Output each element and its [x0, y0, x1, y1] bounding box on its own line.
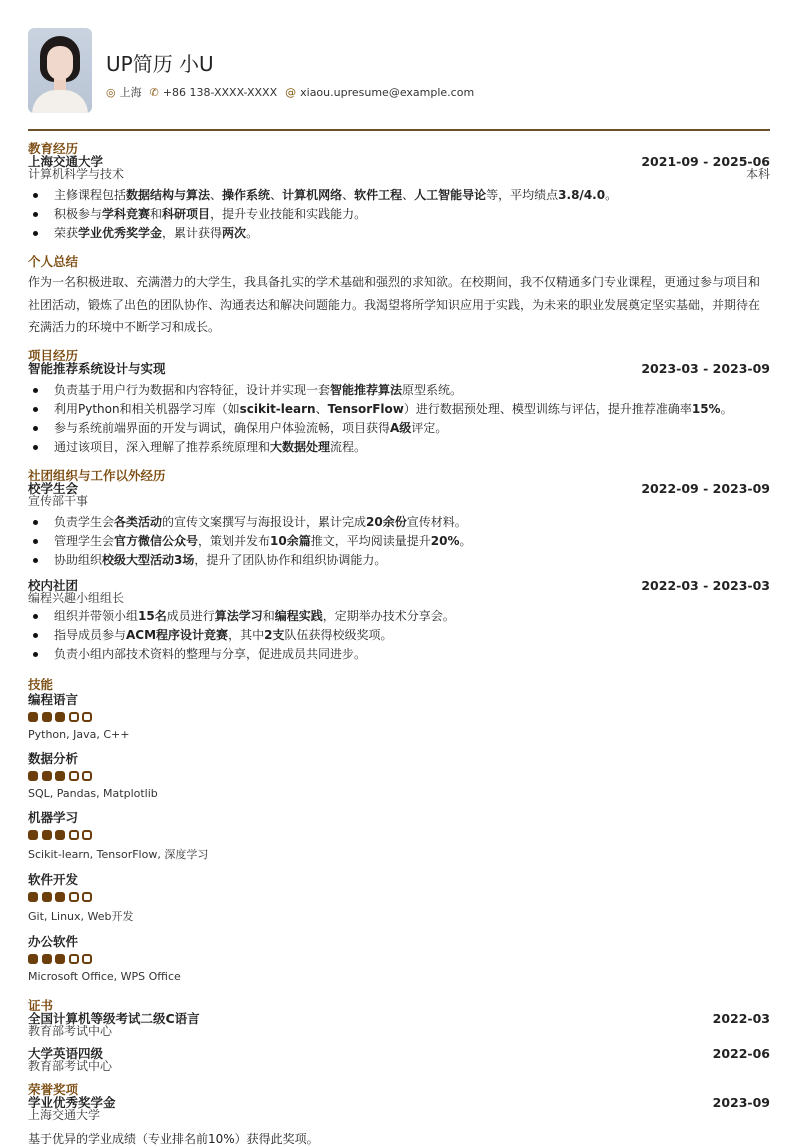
phone: +86 138-XXXX-XXXX	[162, 85, 278, 99]
bullet-text: 通过该项目，深入理解了推荐系统原理和	[54, 439, 271, 454]
highlight-text: 20余份	[366, 514, 407, 529]
bullet-text: 协助组织	[54, 552, 103, 567]
filled-dot-icon	[55, 954, 65, 964]
skill-detail: Microsoft Office, WPS Office	[28, 969, 181, 983]
highlight-text: 15名	[138, 608, 167, 623]
bullet-text: ，定期举办技术分享会。	[322, 608, 455, 623]
activity-item	[28, 579, 770, 664]
bullet-item	[28, 645, 770, 664]
highlight-text: 两次	[222, 226, 247, 240]
bullet-text: 组织并带领小组	[54, 608, 139, 623]
major: 计算机科学与技术	[28, 167, 125, 181]
empty-dot-icon	[69, 954, 79, 964]
bullet-text: 、	[342, 188, 355, 202]
highlight-text: 各类活动	[114, 514, 163, 529]
date: 2022-06	[712, 1045, 770, 1061]
skill-item	[28, 693, 770, 741]
date: 2023-09	[712, 1094, 770, 1110]
highlight-text: 算法学习	[214, 608, 263, 623]
bullet-text: ，提升专业技能和实践能力。	[210, 207, 367, 221]
bullet-item	[28, 438, 770, 457]
bullet-item	[28, 419, 770, 438]
empty-dot-icon	[82, 712, 92, 722]
bullet-list	[28, 607, 770, 664]
bullet-text: 负责小组内部技术资料的整理与分享，促进成员共同进步。	[54, 646, 367, 661]
bullet-list	[28, 513, 770, 570]
activities-section	[28, 469, 770, 664]
filled-dot-icon	[28, 771, 38, 781]
issuer: 教育部考试中心	[28, 1058, 113, 1073]
bullet-item	[28, 532, 770, 551]
section-title: 社团组织与工作以外经历	[28, 467, 166, 483]
highlight-text: 2支	[264, 627, 285, 642]
filled-dot-icon	[42, 771, 52, 781]
skill-item	[28, 873, 770, 924]
bullet-text: 流程。	[330, 439, 367, 454]
highlight-text: 数据结构与算法	[126, 188, 211, 202]
degree: 本科	[745, 167, 770, 181]
bullet-text: 参与系统前端界面的开发与调试，确保用户体验流畅，项目获得	[54, 420, 391, 435]
date: 2022-03	[712, 1010, 770, 1026]
skill-detail: Scikit-learn, TensorFlow, 深度学习	[28, 847, 209, 861]
awards-section	[28, 1083, 770, 1147]
filled-dot-icon	[55, 771, 65, 781]
bullet-text: 的宣传文案撰写与海报设计，累计完成	[162, 514, 367, 529]
skill-detail: Git, Linux, Web开发	[28, 909, 134, 923]
highlight-text: 20%	[430, 533, 460, 548]
skill-item	[28, 935, 770, 983]
skill-level-rating	[28, 954, 770, 964]
bullet-text: 。	[459, 533, 472, 548]
activity-item	[28, 482, 770, 570]
bullet-text: 原型系统。	[402, 382, 463, 397]
summary-text: 作为一名积极进取、充满潜力的大学生，我具备扎实的学术基础和强烈的求知欲。在校期间，我不仅精通多门专业课程，更通过参与项目和社团活动，锻炼了出色的团队协作、沟通表达和解决问题能力。我渴望将所学知识应用于实践，为未来的职业发展奠定坚实基础，并期待在充满活力的环境中不断学习和成长。	[28, 275, 761, 334]
highlight-text: 校级大型活动3场	[102, 552, 195, 567]
bullet-text: 。	[246, 226, 259, 240]
section-title: 个人总结	[28, 254, 79, 269]
empty-dot-icon	[82, 771, 92, 781]
filled-dot-icon	[28, 712, 38, 722]
highlight-text: 大数据处理	[270, 439, 331, 454]
empty-dot-icon	[69, 712, 79, 722]
header-divider	[28, 129, 770, 131]
skill-detail: SQL, Pandas, Matplotlib	[28, 786, 158, 800]
bullet-text: 利用Python和相关机器学习库（如	[54, 401, 240, 416]
filled-dot-icon	[55, 712, 65, 722]
bullet-text: 评定。	[411, 420, 448, 435]
bullet-text: 指导成员参与	[54, 627, 127, 642]
filled-dot-icon	[42, 892, 52, 902]
section-title: 荣誉奖项	[28, 1081, 79, 1097]
highlight-text: TensorFlow	[327, 401, 404, 416]
skill-name: 软件开发	[28, 871, 79, 887]
phone-icon: ✆	[149, 85, 159, 99]
bullet-text: ，策划并发布	[198, 533, 271, 548]
bullet-text: 和	[150, 207, 163, 221]
bullet-item	[28, 607, 770, 626]
empty-dot-icon	[69, 830, 79, 840]
bullet-text: 、	[315, 401, 328, 416]
highlight-text: 软件工程	[354, 188, 403, 202]
bullet-text: ，累计获得	[162, 226, 223, 240]
filled-dot-icon	[42, 830, 52, 840]
summary-section	[28, 255, 770, 339]
highlight-text: 智能推荐算法	[330, 382, 403, 397]
date-range: 2022-09 - 2023-09	[641, 480, 770, 496]
bullet-item	[28, 224, 770, 243]
role: 编程兴趣小组组长	[28, 590, 125, 605]
section-title: 项目经历	[28, 347, 79, 363]
award-description: 基于优异的学业成绩（专业排名前10%）获得此奖项。	[28, 1131, 319, 1146]
highlight-text: 计算机网络	[282, 188, 343, 202]
education-section	[28, 142, 770, 243]
bullet-text: 荣获	[54, 226, 79, 240]
date-range: 2021-09 - 2025-06	[641, 154, 770, 169]
bullet-text: 管理学生会	[54, 533, 115, 548]
school-name: 上海交通大学	[28, 154, 104, 169]
candidate-name: UP简历 小U	[106, 52, 214, 76]
bullet-text: 和	[262, 608, 275, 623]
bullet-item	[28, 381, 770, 400]
section-title: 技能	[28, 676, 54, 692]
empty-dot-icon	[82, 954, 92, 964]
highlight-text: 学科竞赛	[102, 207, 151, 221]
project-name: 智能推荐系统设计与实现	[28, 360, 166, 376]
empty-dot-icon	[82, 892, 92, 902]
date-range: 2023-03 - 2023-09	[641, 360, 770, 376]
skill-level-rating	[28, 892, 770, 902]
certificates-section	[28, 999, 770, 1072]
email[interactable]: xiaou.upresume@example.com	[300, 85, 475, 99]
section-title: 教育经历	[28, 141, 79, 156]
highlight-text: 官方微信公众号	[114, 533, 199, 548]
bullet-text: 、	[402, 188, 415, 202]
highlight-text: 3.8/4.0	[558, 188, 606, 202]
date-range: 2022-03 - 2023-03	[641, 577, 770, 593]
bullet-text: 。	[720, 401, 733, 416]
bullet-item	[28, 205, 770, 224]
highlight-text: 10余篇	[270, 533, 311, 548]
bullet-text: 主修课程包括	[54, 188, 127, 202]
skill-name: 办公软件	[28, 933, 79, 949]
highlight-text: scikit-learn	[239, 401, 316, 416]
award-name: 学业优秀奖学金	[28, 1094, 116, 1110]
location-icon: ◎	[106, 86, 116, 99]
bullet-text: 推文，平均阅读量提升	[310, 533, 431, 548]
issuer: 教育部考试中心	[28, 1023, 113, 1038]
filled-dot-icon	[28, 954, 38, 964]
empty-dot-icon	[69, 771, 79, 781]
issuer: 上海交通大学	[28, 1107, 101, 1122]
section-title: 证书	[28, 997, 54, 1013]
bullet-text: 成员进行	[166, 608, 215, 623]
filled-dot-icon	[28, 892, 38, 902]
skill-name: 数据分析	[28, 750, 79, 766]
highlight-text: ACM程序设计竞赛	[126, 627, 229, 642]
bullet-text: 、	[210, 188, 223, 202]
bullet-text: 队伍获得校级奖项。	[284, 627, 393, 642]
bullet-text: ，提升了团队协作和组织协调能力。	[194, 552, 387, 567]
skill-name: 机器学习	[28, 809, 79, 825]
bullet-text: ，其中	[228, 627, 265, 642]
highlight-text: 学业优秀奖学金	[78, 226, 163, 240]
bullet-item	[28, 626, 770, 645]
skill-name: 编程语言	[28, 691, 79, 707]
bullet-text: 积极参与	[54, 207, 103, 221]
skill-detail: Python, Java, C++	[28, 727, 130, 741]
bullet-list	[28, 381, 770, 457]
resume-header	[28, 28, 474, 113]
org-name: 校内社团	[28, 577, 79, 593]
bullet-text: 、	[270, 188, 283, 202]
empty-dot-icon	[69, 892, 79, 902]
bullet-text: ）进行数据预处理、模型训练与评估，提升推荐准确率	[403, 401, 692, 416]
certificate-item	[28, 1012, 770, 1037]
bullet-item	[28, 186, 770, 205]
bullet-text: 宣传材料。	[406, 514, 467, 529]
certificate-name: 大学英语四级	[28, 1045, 104, 1061]
highlight-text: 科研项目	[162, 207, 211, 221]
avatar	[28, 28, 92, 113]
certificate-item	[28, 1047, 770, 1072]
org-name: 校学生会	[28, 480, 79, 496]
filled-dot-icon	[55, 892, 65, 902]
email-icon: @	[285, 85, 297, 99]
empty-dot-icon	[82, 830, 92, 840]
projects-section	[28, 349, 770, 457]
filled-dot-icon	[55, 830, 65, 840]
certificate-name: 全国计算机等级考试二级C语言	[28, 1010, 200, 1026]
highlight-text: 人工智能导论	[414, 188, 487, 202]
highlight-text: 15%	[691, 401, 721, 416]
skill-item	[28, 752, 770, 800]
skill-level-rating	[28, 712, 770, 722]
filled-dot-icon	[42, 712, 52, 722]
bullet-item	[28, 513, 770, 532]
skill-level-rating	[28, 771, 770, 781]
bullet-list	[28, 186, 770, 243]
bullet-text: 等，平均绩点	[486, 188, 559, 202]
skill-item	[28, 811, 770, 862]
bullet-item	[28, 551, 770, 570]
bullet-text: 负责基于用户行为数据和内容特征，设计并实现一套	[54, 382, 331, 397]
bullet-item	[28, 400, 770, 419]
location: 上海	[119, 86, 142, 99]
highlight-text: A级	[390, 420, 412, 435]
bullet-text: 。	[605, 188, 618, 202]
filled-dot-icon	[28, 830, 38, 840]
highlight-text: 编程实践	[274, 608, 323, 623]
bullet-text: 负责学生会	[54, 514, 115, 529]
role: 宣传部干事	[28, 493, 89, 508]
filled-dot-icon	[42, 954, 52, 964]
skills-section	[28, 678, 770, 983]
highlight-text: 操作系统	[222, 188, 271, 202]
skill-level-rating	[28, 830, 770, 840]
